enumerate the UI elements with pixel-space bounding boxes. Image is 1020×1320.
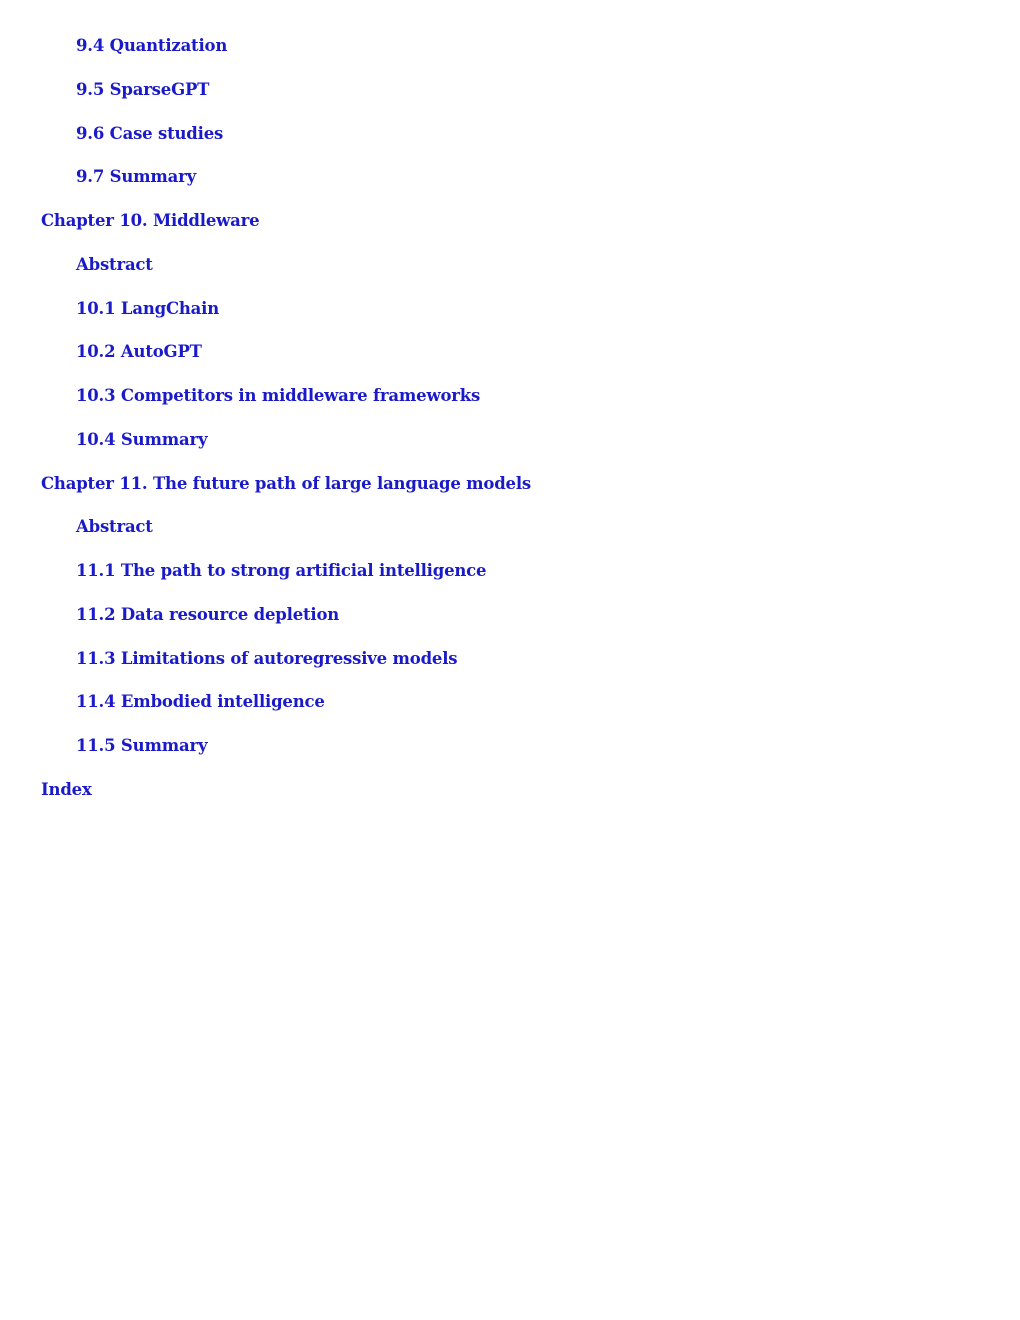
toc-link-chapter-10[interactable]: Chapter 10. Middleware <box>41 211 260 230</box>
toc-link-index[interactable]: Index <box>41 779 92 799</box>
toc-link-10-2-autogpt[interactable]: 10.2 AutoGPT <box>76 342 202 362</box>
toc-link-chapter-10-abstract[interactable]: Abstract <box>76 254 153 274</box>
toc-link-chapter-11[interactable]: Chapter 11. The future path of large language models <box>41 473 532 493</box>
toc-link-9-6-case-studies[interactable]: 9.6 Case studies <box>76 123 224 143</box>
toc-link-11-2-data-depletion[interactable]: 11.2 Data resource depletion <box>76 604 340 624</box>
toc-link-11-5-summary[interactable]: 11.5 Summary <box>76 736 208 755</box>
table-of-contents <box>41 33 531 821</box>
toc-link-9-5-sparsegpt[interactable]: 9.5 SparseGPT <box>76 79 210 99</box>
toc-link-chapter-11-abstract[interactable]: Abstract <box>76 517 153 537</box>
toc-link-9-4-quantization[interactable]: 9.4 Quantization <box>76 36 228 55</box>
toc-link-9-7-summary[interactable]: 9.7 Summary <box>76 167 197 187</box>
toc-link-11-1-strong-ai[interactable]: 11.1 The path to strong artificial intelligence <box>76 561 487 580</box>
toc-link-10-4-summary[interactable]: 10.4 Summary <box>76 429 208 449</box>
toc-link-10-3-competitors[interactable]: 10.3 Competitors in middleware frameworks <box>76 386 481 405</box>
toc-link-10-1-langchain[interactable]: 10.1 LangChain <box>76 298 220 318</box>
toc-link-11-3-autoregressive-limits[interactable]: 11.3 Limitations of autoregressive models <box>76 648 458 668</box>
toc-link-11-4-embodied-intelligence[interactable]: 11.4 Embodied intelligence <box>76 692 325 712</box>
